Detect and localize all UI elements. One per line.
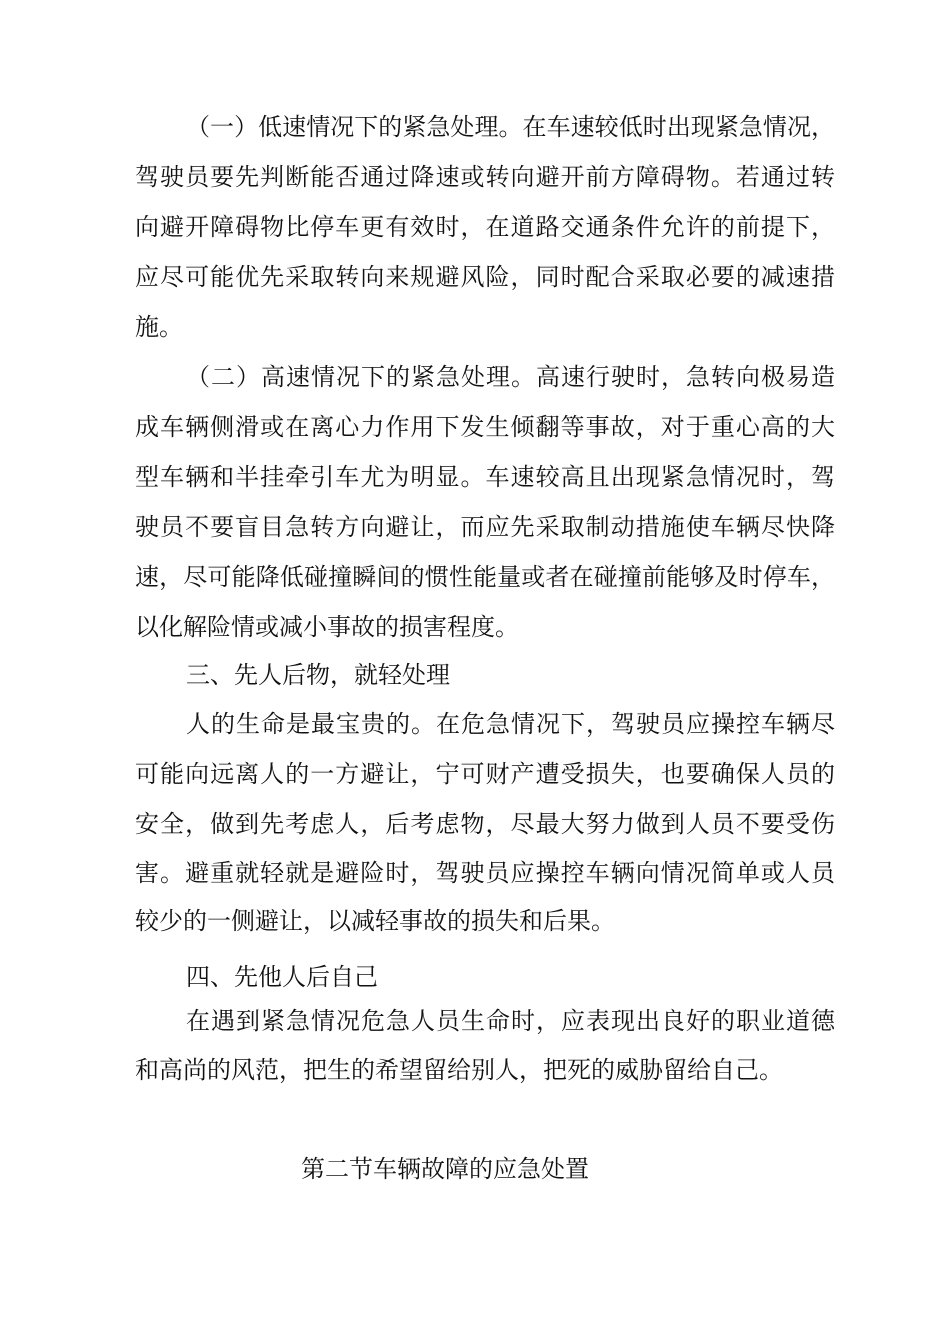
para2-line-1: （二）高速情况下的紧急处理。高速行驶时，急转向极易造 [186, 363, 835, 391]
para3-line-2: 可能向远离人的一方避让，宁可财产遭受损失，也要确保人员的 [135, 760, 835, 788]
para3-line-5: 较少的一侧避让，以减轻事故的损失和后果。 [135, 907, 615, 935]
para2-line-5: 速，尽可能降低碰撞瞬间的惯性能量或者在碰撞前能够及时停车， [135, 563, 835, 591]
heading-3: 三、先人后物，就轻处理 [186, 661, 450, 689]
para2-line-4: 驶员不要盲目急转方向避让，而应先采取制动措施使车辆尽快降 [135, 513, 835, 541]
para1-line-3: 向避开障碍物比停车更有效时，在道路交通条件允许的前提下， [135, 213, 835, 241]
para2-line-2: 成车辆侧滑或在离心力作用下发生倾翻等事故，对于重心高的大 [135, 413, 835, 441]
para2-line-3: 型车辆和半挂牵引车尤为明显。车速较高且出现紧急情况时，驾 [135, 463, 835, 491]
para3-line-1: 人的生命是最宝贵的。在危急情况下，驾驶员应操控车辆尽 [186, 710, 835, 738]
para1-line-1: （一）低速情况下的紧急处理。在车速较低时出现紧急情况， [186, 113, 835, 141]
para4-line-2: 和高尚的风范，把生的希望留给别人，把死的威胁留给自己。 [135, 1056, 783, 1084]
para3-line-4: 害。避重就轻就是避险时，驾驶员应操控车辆向情况简单或人员 [135, 859, 835, 887]
para1-line-2: 驾驶员要先判断能否通过降速或转向避开前方障碍物。若通过转 [135, 163, 835, 191]
para2-line-6: 以化解险情或减小事故的损害程度。 [135, 613, 519, 641]
para1-line-5: 施。 [135, 313, 183, 341]
para4-line-1: 在遇到紧急情况危急人员生命时，应表现出良好的职业道德 [186, 1007, 835, 1035]
para3-line-3: 安全，做到先考虑人，后考虑物，尽最大努力做到人员不要受伤 [135, 810, 835, 838]
section-title: 第二节车辆故障的应急处置 [301, 1155, 589, 1183]
para1-line-4: 应尽可能优先采取转向来规避风险，同时配合采取必要的减速措 [135, 263, 835, 291]
heading-4: 四、先他人后自己 [186, 963, 378, 991]
